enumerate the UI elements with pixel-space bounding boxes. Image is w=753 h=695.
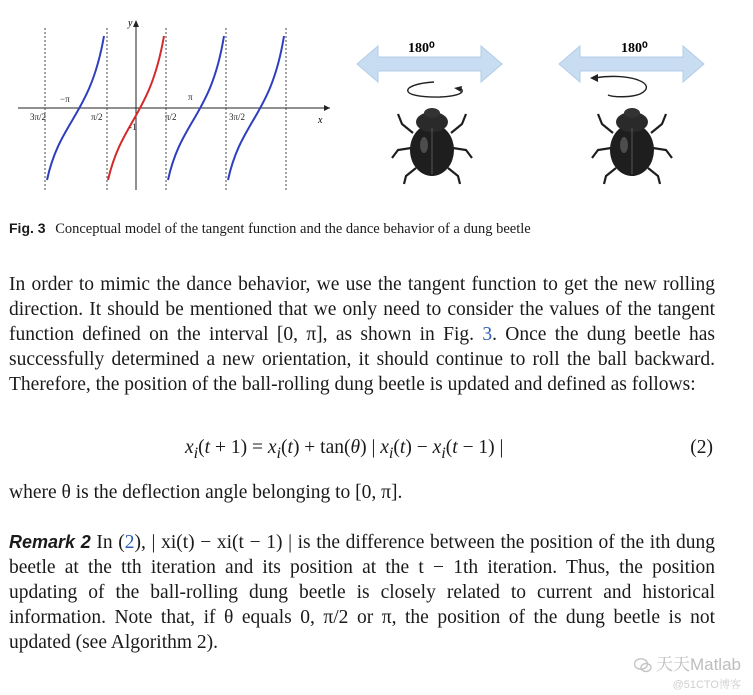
remark-2 (9, 530, 715, 655)
watermark-line-1 (634, 650, 741, 675)
dance-left (357, 41, 502, 184)
tick-pi: π (188, 92, 193, 102)
figure-caption (9, 220, 744, 238)
rotation-label-right: 180⁰ (621, 41, 648, 56)
remark-text-a: In ( (90, 532, 125, 553)
tick-neg-pi: −π (60, 94, 70, 104)
rotation-label-left: 180⁰ (408, 41, 435, 56)
figure-3 (0, 0, 753, 200)
rotation-arrowhead-left (454, 86, 462, 92)
x-axis-label: x (318, 115, 323, 126)
remark-text-b: ), | xi(t) − xi(t − 1) | is the difference between the position of the ith dung beetle at the tth iteration and its position at the t − 1th iteration. Thus, the position updating of the ball-rolling dung beetle is closely related to current and historical information. Note that, if θ equals 0, π/2 or π, the position of the dung beetle is not updated (see Algorithm 2). (9, 532, 715, 653)
watermark (634, 650, 741, 692)
equation-expression: $x_i(t + 1) = x_i(t) + \tan(\theta)$ | $x_i(t) - x_i(t - 1)$ | (185, 437, 504, 462)
figure-3-reference-link[interactable]: 3 (482, 324, 493, 345)
paragraph-dance-behavior (9, 272, 715, 397)
watermark-line-1-text: 天天Matlab (655, 655, 741, 674)
dance-right (559, 41, 704, 184)
remark-label: Remark 2 (9, 532, 91, 552)
equation-2 (0, 437, 753, 465)
rotation-arrowhead-right (590, 74, 598, 82)
figure-caption-text: Conceptual model of the tangent function and the dance behavior of a dung beetle (55, 221, 531, 237)
tick-neg-three-pi-over-two: 3π/2 (30, 112, 47, 122)
x-axis-arrow (324, 105, 330, 111)
rotation-arrow-right (594, 76, 646, 96)
figure-label: Fig. 3 (9, 220, 46, 236)
wechat-icon (634, 658, 652, 673)
tick-three-pi-over-two: 3π/2 (229, 112, 246, 122)
paragraph-deflection-angle (9, 480, 715, 505)
dung-beetle-left (392, 108, 472, 184)
equation-number: (2) (690, 437, 713, 458)
tick-neg-pi-over-two: π/2 (91, 112, 103, 122)
y-axis-label: y (128, 18, 133, 29)
paragraph1-text-a: In order to mimic the dance behavior, we use the tangent function to get the new rolling direction. It should be mentioned that we only need to consider the values of the tangent function defined on the interval [0, π], as shown in Fig. (9, 274, 715, 345)
dung-beetle-right (592, 108, 672, 184)
tangent-plot (18, 18, 330, 190)
paragraph1-text-b: . Once the dung beetle has successfully determined a new orientation, it should continue to roll the ball backward. Therefore, the position of the ball-rolling dung beetle is updated and defined as follows: (9, 324, 715, 395)
y-axis-arrow (133, 20, 139, 27)
equation-2-reference-link[interactable]: 2 (124, 532, 135, 553)
paragraph2-text: where θ is the deflection angle belonging to [0, π]. (9, 482, 403, 503)
tick-pi-over-two: π/2 (165, 112, 177, 122)
tick-neg-one: -1 (129, 122, 137, 132)
watermark-line-2: @51CTO博客 (672, 679, 741, 691)
asymptotes (45, 28, 286, 190)
rotation-arrow-left (408, 82, 462, 97)
